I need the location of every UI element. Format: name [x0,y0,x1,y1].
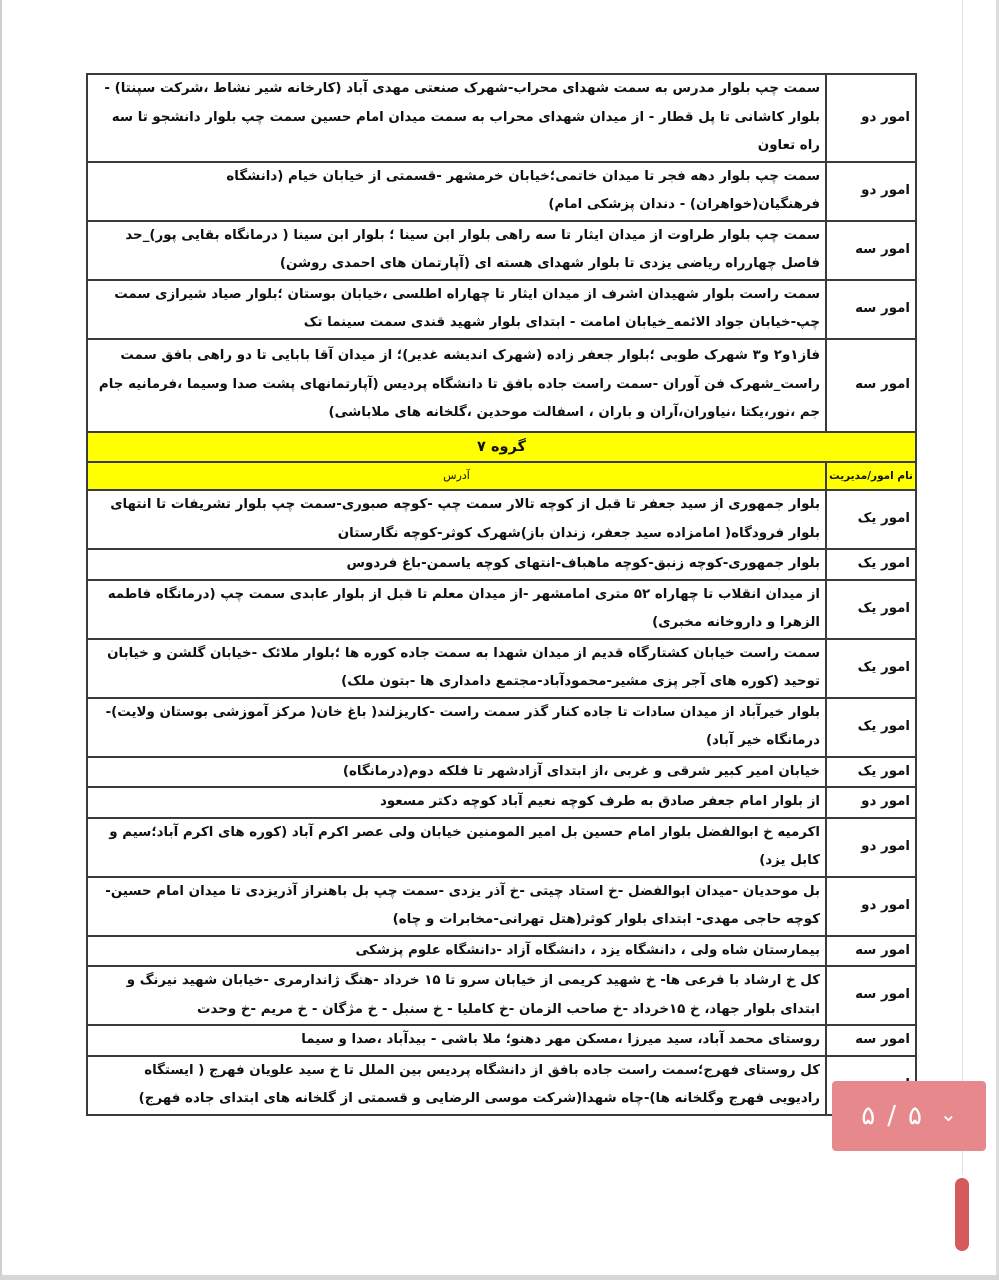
table-row [87,757,916,788]
address-cell: سمت چپ بلوار دهه فجر تا میدان خاتمی؛خیابان خرمشهر -قسمتی از خیابان خیام (دانشگاه فرهنگیان(خواهران) - دندان پزشکی امام) [87,162,826,221]
table-row [87,936,916,967]
table-row [87,221,916,280]
table-row [87,877,916,936]
page-bottom-edge [0,1275,999,1280]
department-name: امور دو [826,787,916,818]
department-name: امور سه [826,221,916,280]
table-row [87,818,916,877]
table-row [87,339,916,432]
page-current: ۵ [861,1101,876,1131]
table-row [87,1056,916,1115]
address-cell: کل روستای فهرج؛سمت راست جاده بافق از دانشگاه پردیس بین الملل تا خ سید علویان فهرج ( ایستگاه رادیویی فهرج وگلخانه ها)-چاه شهدا(شرکت موسی الرضایی و قسمتی از گلخانه های ابتدای جاده فهرج) [87,1056,826,1115]
department-name: امور سه [826,280,916,339]
department-name: امور یک [826,490,916,549]
address-table [86,73,917,1116]
address-cell: اکرمیه خ ابوالفضل بلوار امام حسین بل امیر المومنین خیابان ولی عصر اکرم آباد (کوره های اکرم آباد؛سیم و کابل یزد) [87,818,826,877]
address-cell: روستای محمد آباد، سید میرزا ،مسکن مهر دهنو؛ ملا باشی - بیدآباد ،صدا و سیما [87,1025,826,1056]
address-cell: کل خ ارشاد با فرعی ها- خ شهید کریمی از خیابان سرو تا ۱۵ خرداد -هنگ ژاندارمری -خیابان شهید نیرنگ و ابتدای بلوار جهاد، خ ۱۵خرداد -خ صاحب الزمان -خ کاملیا - خ سنبل - خ مژگان - خ مریم -خ وحدت [87,966,826,1025]
address-cell: بل موحدیان -میدان ابوالفضل -خ استاد چیتی -خ آذر یزدی -سمت چپ بل باهنراز آذریزدی تا میدان امام حسین- کوچه حاجی مهدی- ابتدای بلوار کوثر(هتل تهرانی-مخابرات و چاه) [87,877,826,936]
address-cell: سمت راست بلوار شهیدان اشرف از میدان ایثار تا چهاراه اطلسی ،خیابان بوستان ؛بلوار صیاد شیرازی سمت چپ-خیابان جواد الائمه_خیابان امامت - ابتدای بلوار شهید قندی سمت سینما تک [87,280,826,339]
table-row [87,490,916,549]
address-column-header: آدرس [87,462,826,490]
table-row [87,698,916,757]
table-row [87,549,916,580]
table-row [87,74,916,162]
table-row [87,580,916,639]
address-cell: از میدان انقلاب تا چهاراه ۵۲ متری امامشهر -از میدان معلم تا قبل از بلوار عابدی سمت چپ (درمانگاه فاطمه الزهرا و داروخانه مخبری) [87,580,826,639]
department-name: امور سه [826,966,916,1025]
department-name: امور یک [826,757,916,788]
address-cell: بلوار خیرآباد از میدان سادات تا جاده کنار گذر سمت راست -کاریزلند( باغ خان( مرکز آموزشی بوستان ولایت)-درمانگاه خیر آباد) [87,698,826,757]
table-row [87,966,916,1025]
table-header-row [87,462,916,490]
department-name: امور یک [826,549,916,580]
address-cell: خیابان امیر کبیر شرقی و غربی ،از ابتدای آزادشهر تا فلکه دوم(درمانگاه) [87,757,826,788]
department-name: امور سه [826,936,916,967]
page-total: ۵ [908,1101,922,1131]
group-title: گروه ۷ [87,432,916,463]
department-name: امور دو [826,162,916,221]
table-row [87,787,916,818]
page-left-edge [0,0,2,1280]
department-name: امور دو [826,818,916,877]
scroll-track [962,0,963,1175]
address-cell: فاز۱و۲ و۳ شهرک طوبی ؛بلوار جعفر زاده (شهرک اندیشه غدیر)؛ از میدان آقا بابایی تا دو راهی بافق سمت راست_شهرک فن آوران -سمت راست جاده بافق تا دانشگاه پردیس (آپارتمانهای پشت صدا وسیما ،فرمانیه جام جم ،نور،یکتا ،نیاوران،آران و باران ، اسفالت موحدین ،گلخانه های ملاباشی) [87,339,826,432]
table-row [87,639,916,698]
page-separator: / [887,1101,896,1131]
chevron-down-icon[interactable]: ⌄ [939,1102,957,1126]
department-name: امور یک [826,698,916,757]
address-cell: سمت چپ بلوار مدرس به سمت شهدای محراب-شهرک صنعتی مهدی آباد (کارخانه شیر نشاط ،شرکت سپنتا) - بلوار کاشانی تا پل قطار - از میدان شهدای محراب به سمت میدان امام حسین سمت چپ بلوار دانشجو تا سه راه تعاون [87,74,826,162]
address-cell: سمت راست خیابان کشتارگاه قدیم از میدان شهدا به سمت جاده کوره ها ؛بلوار ملائک -خیابان گلشن و خیابان توحید (کوره های آجر پزی مشیر-محمودآباد-مجتمع دامداری ها -بتون ملک) [87,639,826,698]
page-indicator-button[interactable] [832,1081,986,1151]
department-name: امور سه [826,339,916,432]
name-column-header: نام امور/مدیریت [826,462,916,490]
address-cell: از بلوار امام جعفر صادق به طرف کوچه نعیم آباد کوچه دکتر مسعود [87,787,826,818]
table-row [87,162,916,221]
address-cell: بلوار جمهوری-کوچه زنبق-کوچه ماهباف-انتهای کوچه یاسمن-باغ فردوس [87,549,826,580]
department-name: امور یک [826,580,916,639]
table-row [87,1025,916,1056]
group-title-row [87,432,916,463]
address-cell: سمت چپ بلوار طراوت از میدان ایثار تا سه راهی بلوار ابن سینا ؛ بلوار ابن سینا ( درمانگاه بقایی پور)_حد فاصل چهارراه ریاضی یزدی تا بلوار شهدای هسته ای (آپارتمان های احمدی روشن) [87,221,826,280]
department-name: امور یک [826,639,916,698]
address-cell: بلوار جمهوری از سید جعفر تا قبل از کوچه تالار سمت چپ -کوچه صبوری-سمت چپ بلوار تشریفات تا انتهای بلوار فرودگاه( امامزاده سید جعفر، زندان باز)شهرک کوثر-کوچه نگارستان [87,490,826,549]
department-name: امور دو [826,74,916,162]
scrollbar-thumb[interactable] [955,1178,969,1251]
department-name: امور دو [826,877,916,936]
table-row [87,280,916,339]
address-cell: بیمارستان شاه ولی ، دانشگاه یزد ، دانشگاه آزاد -دانشگاه علوم پزشکی [87,936,826,967]
department-name: امور سه [826,1025,916,1056]
